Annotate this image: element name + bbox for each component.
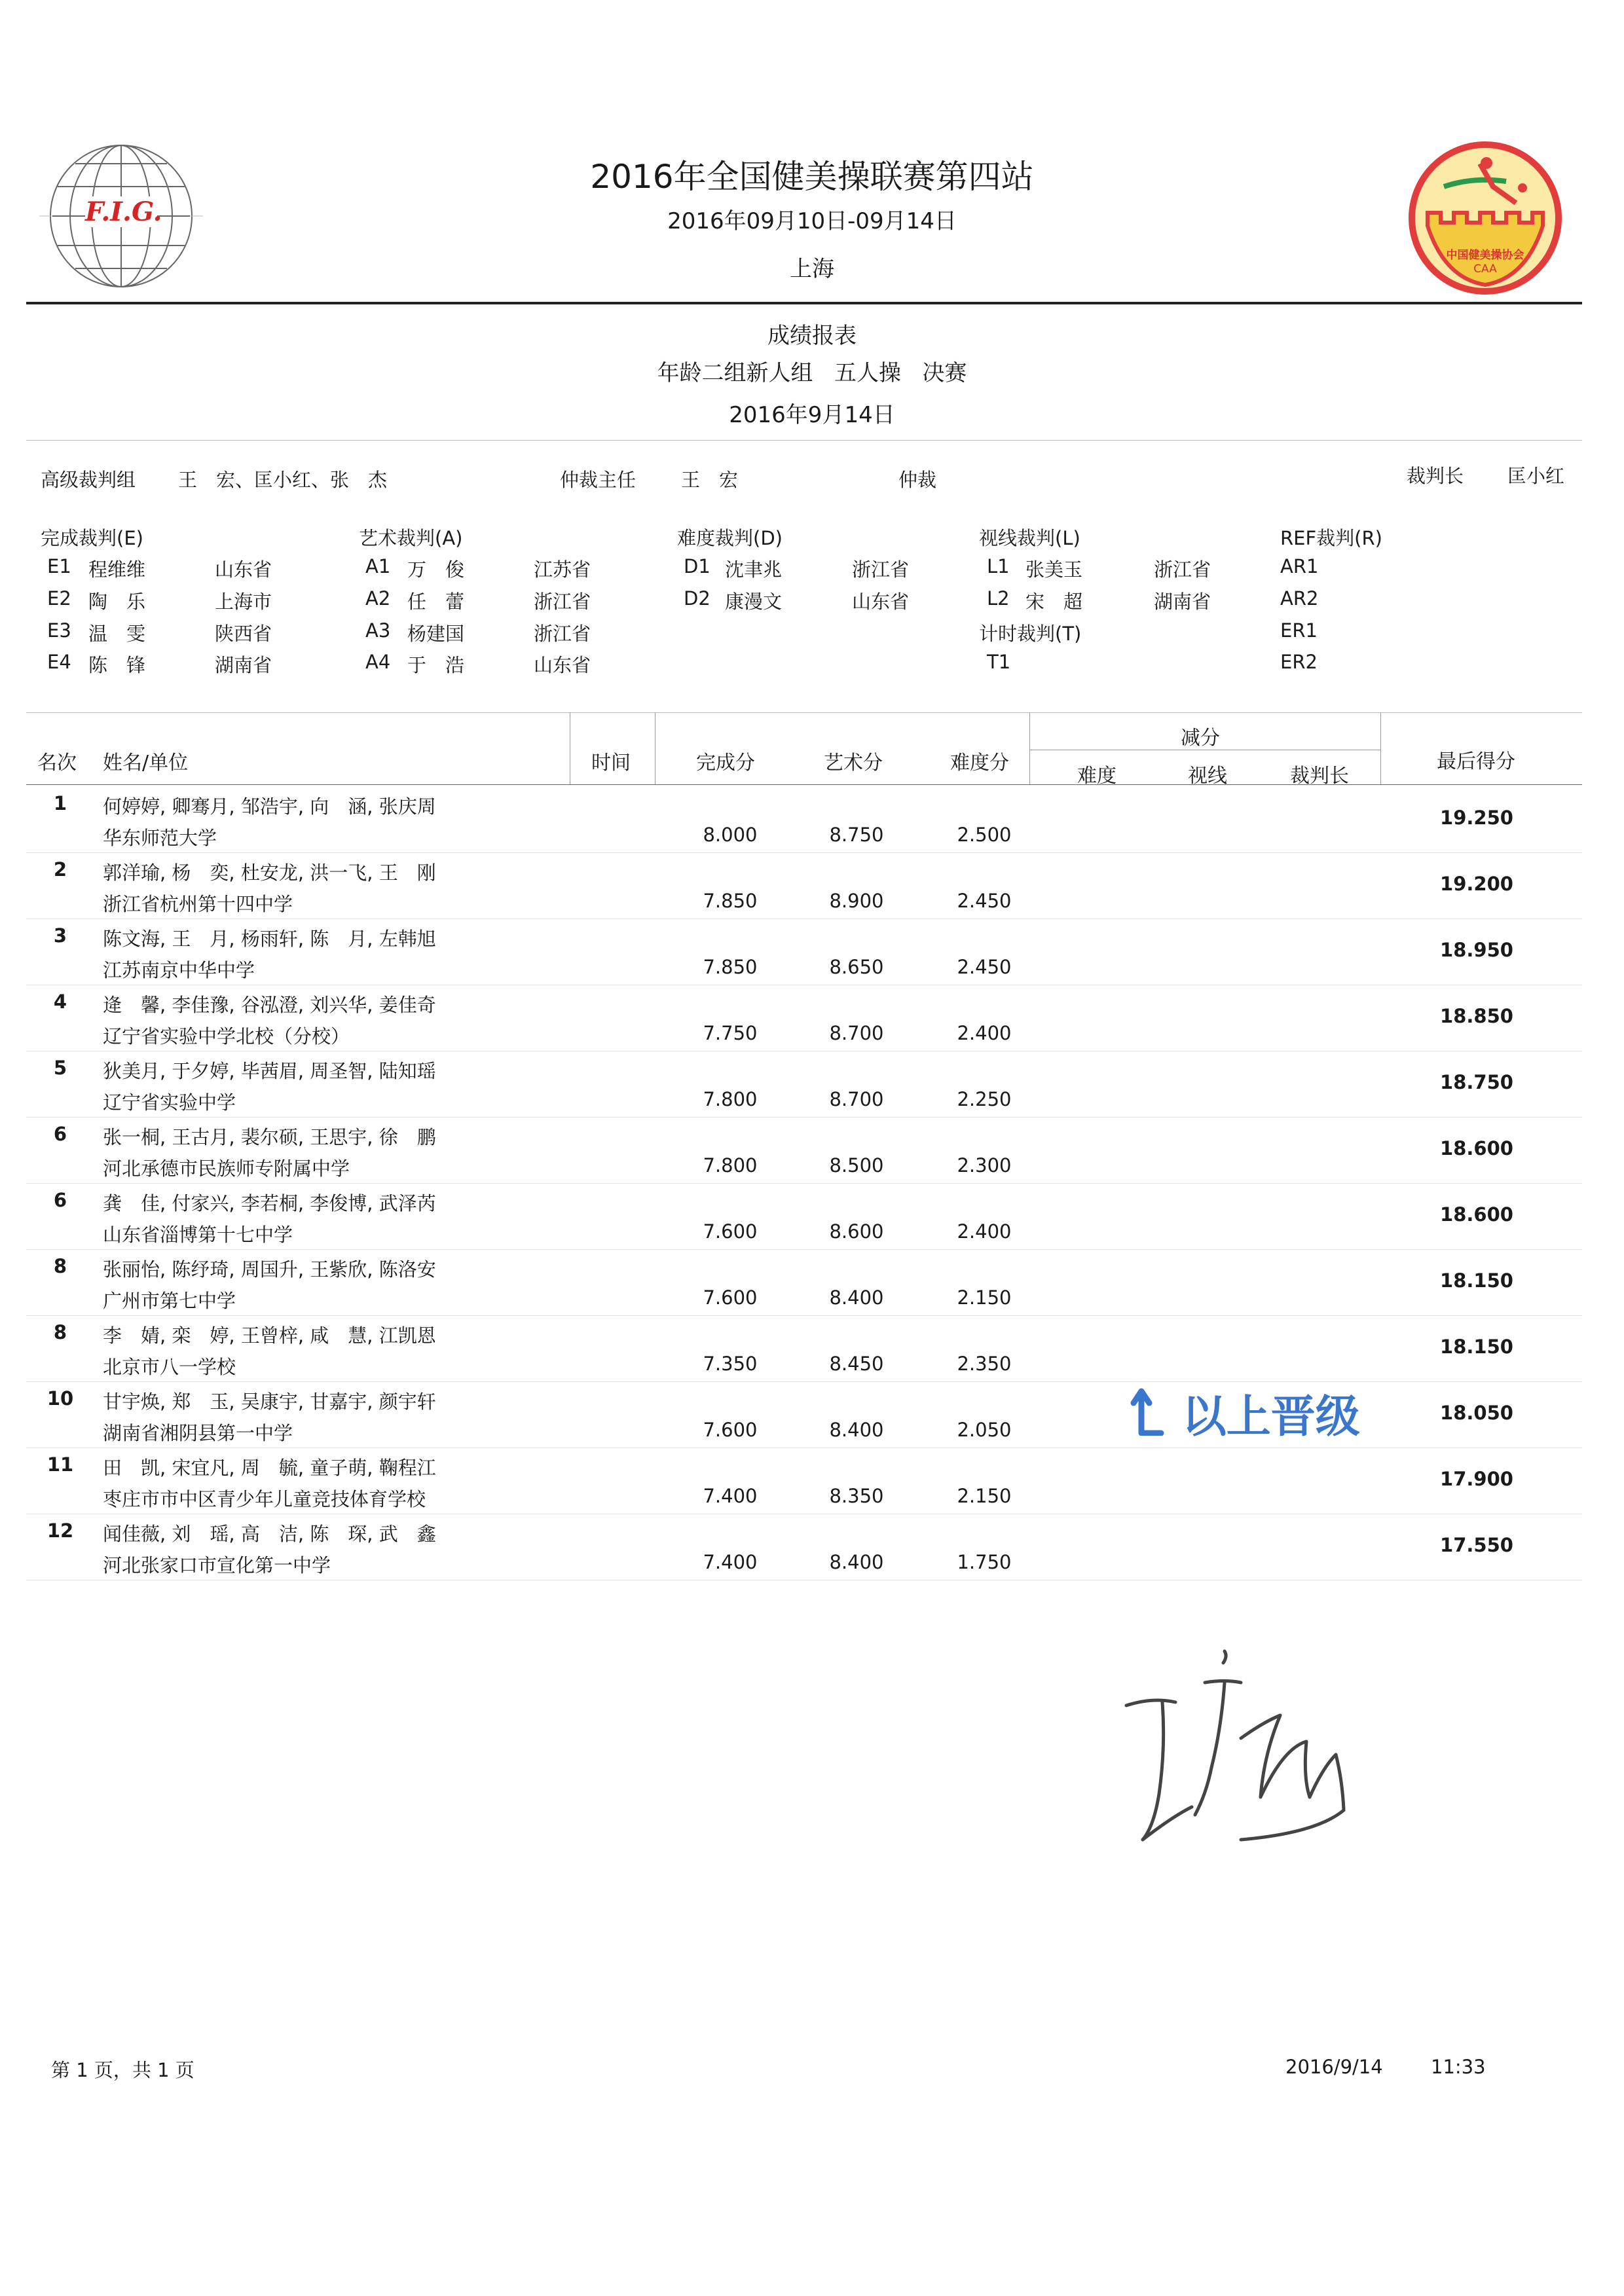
judge-e2-province: 上海市 [215,591,272,613]
judge-e2-name: 陶 乐 [88,591,146,613]
row-1-names: 何婷婷, 卿骞月, 邹浩宇, 向 涵, 张庆周 [103,795,436,818]
row-3-rank: 3 [53,924,67,947]
row-9-names: 李 婧, 栾 婷, 王曾梓, 咸 慧, 江凯恩 [103,1324,436,1347]
judge-a4-code: A4 [365,651,391,673]
ref-judges-label: REF裁判(R) [1280,527,1382,549]
row-1-difficulty: 2.500 [957,824,1012,846]
page-title: 2016年全国健美操联赛第四站 [590,158,1034,196]
judge-a4-province: 山东省 [534,654,591,676]
judge-a3-province: 浙江省 [534,623,591,645]
header-rank: 名次 [37,752,77,774]
row-6-separator [26,1183,1582,1184]
judge-d2-province: 山东省 [852,591,910,613]
row-2-final: 19.200 [1440,873,1513,895]
judge-e2-code: E2 [47,587,71,610]
column-line-deduction-right [1380,712,1381,784]
row-4-difficulty: 2.400 [957,1022,1012,1044]
row-11-artistic: 8.350 [829,1485,884,1507]
row-6-difficulty: 2.300 [957,1154,1012,1176]
header-ded-line: 视线 [1188,765,1227,788]
judge-l2-province: 湖南省 [1154,591,1211,613]
row-11-names: 田 凯, 宋宜凡, 周 毓, 童子萌, 鞠程江 [103,1457,436,1479]
row-11-unit: 枣庄市市中区青少年儿童竞技体育学校 [103,1488,426,1510]
row-9-artistic: 8.450 [829,1353,884,1375]
judge-d2-name: 康漫文 [725,591,783,613]
judge-l2-code: L2 [987,587,1010,610]
row-9-unit: 北京市八一学校 [103,1356,236,1378]
row-10-difficulty: 2.050 [957,1419,1012,1441]
row-12-artistic: 8.400 [829,1551,884,1573]
row-7-separator [26,1249,1582,1250]
row-2-difficulty: 2.450 [957,890,1012,912]
header-ded-difficulty: 难度 [1077,765,1116,788]
senior-judges-value: 王 宏、匡小红、张 杰 [178,469,388,491]
row-3-difficulty: 2.450 [957,956,1012,978]
row-10-rank: 10 [46,1387,74,1410]
row-10-final: 18.050 [1440,1402,1513,1424]
officials-divider [26,712,1582,713]
row-9-execution: 7.350 [703,1353,758,1375]
row-3-artistic: 8.650 [829,956,884,978]
row-2-names: 郭洋瑜, 杨 奕, 杜安龙, 洪一飞, 王 刚 [103,862,436,884]
row-11-rank: 11 [46,1453,74,1476]
event-name: 年龄二组新人组 五人操 决赛 [657,360,967,386]
header-difficulty: 难度分 [950,752,1009,774]
header-divider [26,302,1582,304]
competition-dates: 2016年09月10日-09月14日 [667,208,957,234]
row-12-rank: 12 [46,1520,74,1542]
row-2-artistic: 8.900 [829,890,884,912]
row-11-execution: 7.400 [703,1485,758,1507]
row-12-unit: 河北张家口市宣化第一中学 [103,1554,331,1576]
caa-logo-abbr: CAA [1473,263,1497,276]
row-4-artistic: 8.700 [829,1022,884,1044]
row-1-rank: 1 [53,792,67,814]
header-final: 最后得分 [1437,750,1515,773]
jury-president-label: 仲裁主任 [560,469,637,491]
judge-d2-code: D2 [684,587,710,610]
row-12-final: 17.550 [1440,1534,1513,1556]
competition-city: 上海 [790,256,834,282]
header-deduction: 减分 [1181,727,1220,750]
row-6-final: 18.600 [1440,1137,1513,1159]
row-7-names: 龚 佳, 付家兴, 李若桐, 李俊博, 武泽芮 [103,1192,436,1214]
caa-logo [1408,141,1562,295]
time-judges-label: 计时裁判(T) [979,623,1082,645]
referee-signature [1113,1643,1362,1879]
header-execution: 完成分 [696,752,755,774]
row-7-rank: 6 [53,1189,67,1211]
judge-l2-name: 宋 超 [1025,591,1083,613]
judge-e4-province: 湖南省 [215,654,272,676]
row-5-names: 狄美月, 于夕婷, 毕茜眉, 周圣智, 陆知瑶 [103,1060,436,1082]
chief-judge-label: 裁判长 [1407,465,1464,487]
row-12-difficulty: 1.750 [957,1551,1012,1573]
judge-a1-province: 江苏省 [534,558,591,581]
judge-l1-province: 浙江省 [1154,558,1211,581]
judge-a4-name: 于 浩 [407,654,465,676]
header-name-unit: 姓名/单位 [103,752,189,774]
row-3-names: 陈文海, 王 月, 杨雨轩, 陈 月, 左韩旭 [103,928,436,950]
row-12-execution: 7.400 [703,1551,758,1573]
row-9-final: 18.150 [1440,1336,1513,1358]
row-8-names: 张丽怡, 陈纾琦, 周国升, 王紫欣, 陈洛安 [103,1258,436,1281]
row-4-rank: 4 [53,991,67,1013]
row-7-artistic: 8.600 [829,1220,884,1243]
senior-judges-label: 高级裁判组 [41,469,136,491]
row-8-unit: 广州市第七中学 [103,1290,236,1312]
row-4-final: 18.850 [1440,1005,1513,1027]
judge-e3-code: E3 [47,619,71,642]
row-11-final: 17.900 [1440,1468,1513,1490]
chief-judge-value: 匡小红 [1507,465,1565,487]
row-6-execution: 7.800 [703,1154,758,1176]
row-8-rank: 8 [53,1255,67,1277]
row-10-execution: 7.600 [703,1419,758,1441]
row-6-rank: 6 [53,1123,67,1145]
header-time: 时间 [591,752,631,774]
judge-t1-code: T1 [987,651,1011,673]
judge-a2-code: A2 [365,587,391,610]
row-8-final: 18.150 [1440,1269,1513,1292]
row-5-artistic: 8.700 [829,1088,884,1110]
judge-d1-province: 浙江省 [852,558,910,581]
judge-e3-province: 陕西省 [215,623,272,645]
row-1-final: 19.250 [1440,807,1513,829]
execution-judges-label: 完成裁判(E) [41,527,143,549]
ref-ar2: AR2 [1280,587,1319,610]
row-7-execution: 7.600 [703,1220,758,1243]
row-10-unit: 湖南省湘阴县第一中学 [103,1422,293,1444]
judge-a3-name: 杨建国 [407,623,465,645]
row-4-names: 逄 馨, 李佳豫, 谷泓澄, 刘兴华, 姜佳奇 [103,994,436,1016]
row-10-names: 甘宇焕, 郑 玉, 吴康宇, 甘嘉宇, 颜宇轩 [103,1391,436,1413]
promotion-annotation [1130,1381,1360,1445]
row-8-separator [26,1315,1582,1316]
row-6-artistic: 8.500 [829,1154,884,1176]
header-ded-chief: 裁判长 [1290,765,1349,788]
row-9-difficulty: 2.350 [957,1353,1012,1375]
row-1-execution: 8.000 [703,824,758,846]
row-4-execution: 7.750 [703,1022,758,1044]
jury-president-value: 王 宏 [681,469,739,491]
judge-l1-code: L1 [987,555,1010,577]
row-7-difficulty: 2.400 [957,1220,1012,1243]
promotion-text: 以上晋级 [1181,1391,1360,1443]
row-4-unit: 辽宁省实验中学北校（分校） [103,1025,350,1048]
row-5-execution: 7.800 [703,1088,758,1110]
judge-a2-province: 浙江省 [534,591,591,613]
ref-ar1: AR1 [1280,555,1319,577]
judge-a1-name: 万 俊 [407,558,465,581]
row-12-names: 闻佳薇, 刘 瑶, 高 洁, 陈 琛, 武 鑫 [103,1523,436,1545]
event-date: 2016年9月14日 [729,402,895,428]
judge-d1-code: D1 [684,555,710,577]
column-line-deduction-left [1029,712,1030,784]
row-2-execution: 7.850 [703,890,758,912]
ref-er2: ER2 [1280,651,1318,673]
report-divider [26,440,1582,441]
jury-label: 仲裁 [898,469,937,491]
row-5-final: 18.750 [1440,1071,1513,1093]
row-1-artistic: 8.750 [829,824,884,846]
up-arrow-icon [1130,1386,1166,1443]
judge-e1-name: 程维维 [88,558,146,581]
header-artistic: 艺术分 [824,752,883,774]
judge-e4-code: E4 [47,651,71,673]
ref-er1: ER1 [1280,619,1318,642]
row-1-separator [26,852,1582,853]
judge-l1-name: 张美玉 [1025,558,1083,581]
row-7-final: 18.600 [1440,1203,1513,1226]
fig-logo-text: F.I.G. [85,196,162,227]
row-5-difficulty: 2.250 [957,1088,1012,1110]
row-10-artistic: 8.400 [829,1419,884,1441]
judge-e4-name: 陈 锋 [88,654,146,676]
judge-e3-name: 温 雯 [88,623,146,645]
row-11-difficulty: 2.150 [957,1485,1012,1507]
print-time: 11:33 [1431,2056,1486,2078]
row-1-unit: 华东师范大学 [103,827,217,849]
line-judges-label: 视线裁判(L) [979,527,1080,549]
row-8-execution: 7.600 [703,1286,758,1309]
judge-a2-name: 任 蕾 [407,591,465,613]
judge-d1-name: 沈聿兆 [725,558,783,581]
judge-e1-code: E1 [47,555,71,577]
row-5-separator [26,1117,1582,1118]
row-6-names: 张一桐, 王古月, 裴尔硕, 王思宇, 徐 鹏 [103,1126,436,1148]
print-date: 2016/9/14 [1285,2056,1383,2078]
row-5-rank: 5 [53,1057,67,1079]
row-9-rank: 8 [53,1321,67,1343]
row-5-unit: 辽宁省实验中学 [103,1091,236,1114]
judge-a1-code: A1 [365,555,391,577]
report-title: 成绩报表 [767,323,857,349]
row-6-unit: 河北承德市民族师专附属中学 [103,1157,350,1180]
row-2-rank: 2 [53,858,67,881]
row-3-unit: 江苏南京中华中学 [103,959,255,981]
row-2-unit: 浙江省杭州第十四中学 [103,893,293,915]
row-3-final: 18.950 [1440,939,1513,961]
judge-a3-code: A3 [365,619,391,642]
row-8-difficulty: 2.150 [957,1286,1012,1309]
artistic-judges-label: 艺术裁判(A) [359,527,463,549]
caa-logo-name: 中国健美操协会 [1446,249,1524,262]
row-3-execution: 7.850 [703,956,758,978]
judge-e1-province: 山东省 [215,558,272,581]
difficulty-judges-label: 难度裁判(D) [677,527,783,549]
page-indicator: 第 1 页，共 1 页 [51,2059,194,2081]
row-7-unit: 山东省淄博第十七中学 [103,1224,293,1246]
row-8-artistic: 8.400 [829,1286,884,1309]
